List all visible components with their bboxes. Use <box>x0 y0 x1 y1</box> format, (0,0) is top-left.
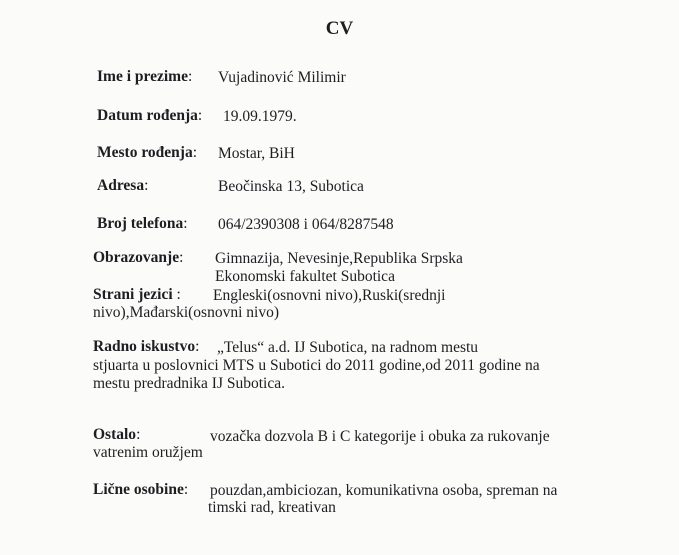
languages-label <box>93 286 181 304</box>
label-sep: : <box>144 177 149 194</box>
label-text: Mesto rođenja <box>97 144 193 161</box>
education-line: Ekonomski fakultet Subotica <box>215 268 395 285</box>
label-sep: : <box>183 481 189 498</box>
address-label <box>97 177 148 195</box>
label-sep: : <box>195 338 200 355</box>
dob-label <box>97 107 202 125</box>
address-value: Beočinska 13, Subotica <box>218 178 364 195</box>
label-text: Datum rođenja <box>97 107 198 124</box>
other-label <box>93 426 140 444</box>
traits-line: pouzdan,ambiciozan, komunikativna osoba, spreman na <box>210 482 558 499</box>
label-text: Strani jezici <box>93 286 173 303</box>
label-sep: : <box>187 68 193 85</box>
experience-label <box>93 338 199 356</box>
label-sep: : <box>136 426 141 443</box>
experience-line: „Telus“ a.d. IJ Subotica, na radnom mestu <box>217 339 479 356</box>
label-sep: : <box>179 249 184 266</box>
languages-line: Engleski(osnovni nivo),Ruski(srednji <box>213 287 446 304</box>
label-sep: : <box>183 215 188 232</box>
label-sep: : <box>172 286 181 303</box>
phone-label <box>97 215 188 233</box>
languages-line: nivo),Mađarski(osnovni nivo) <box>93 304 279 321</box>
label-text: Radno iskustvo <box>93 338 196 355</box>
pob-value: Mostar, BiH <box>218 145 295 162</box>
document-title: CV <box>325 18 354 39</box>
phone-value: 064/2390308 i 064/8287548 <box>218 216 394 233</box>
pob-label <box>97 144 197 162</box>
dob-value: 19.09.1979. <box>223 108 297 125</box>
label-text: Lične osobine <box>93 481 184 498</box>
traits-label <box>93 481 188 499</box>
name-value: Vujadinović Milimir <box>218 69 346 86</box>
label-sep: : <box>192 144 198 161</box>
education-line: Gimnazija, Nevesinje,Republika Srpska <box>215 250 463 267</box>
experience-line: mestu predradnika IJ Subotica. <box>93 375 285 392</box>
label-text: Ime i prezime <box>97 68 188 85</box>
name-label <box>97 68 192 86</box>
experience-line: stjuarta u poslovnici MTS u Subotici do 2011 godine,od 2011 godine na <box>93 357 540 374</box>
education-label <box>93 249 183 267</box>
label-text: Obrazovanje <box>93 249 180 266</box>
label-sep: : <box>197 107 203 124</box>
label-text: Adresa <box>97 177 145 194</box>
other-line: vatrenim oružjem <box>93 444 203 461</box>
traits-line: timski rad, kreativan <box>208 499 336 516</box>
label-text: Ostalo <box>93 426 137 443</box>
label-text: Broj telefona <box>97 215 184 232</box>
other-line: vozačka dozvola B i C kategorije i obuka za rukovanje <box>210 428 550 445</box>
